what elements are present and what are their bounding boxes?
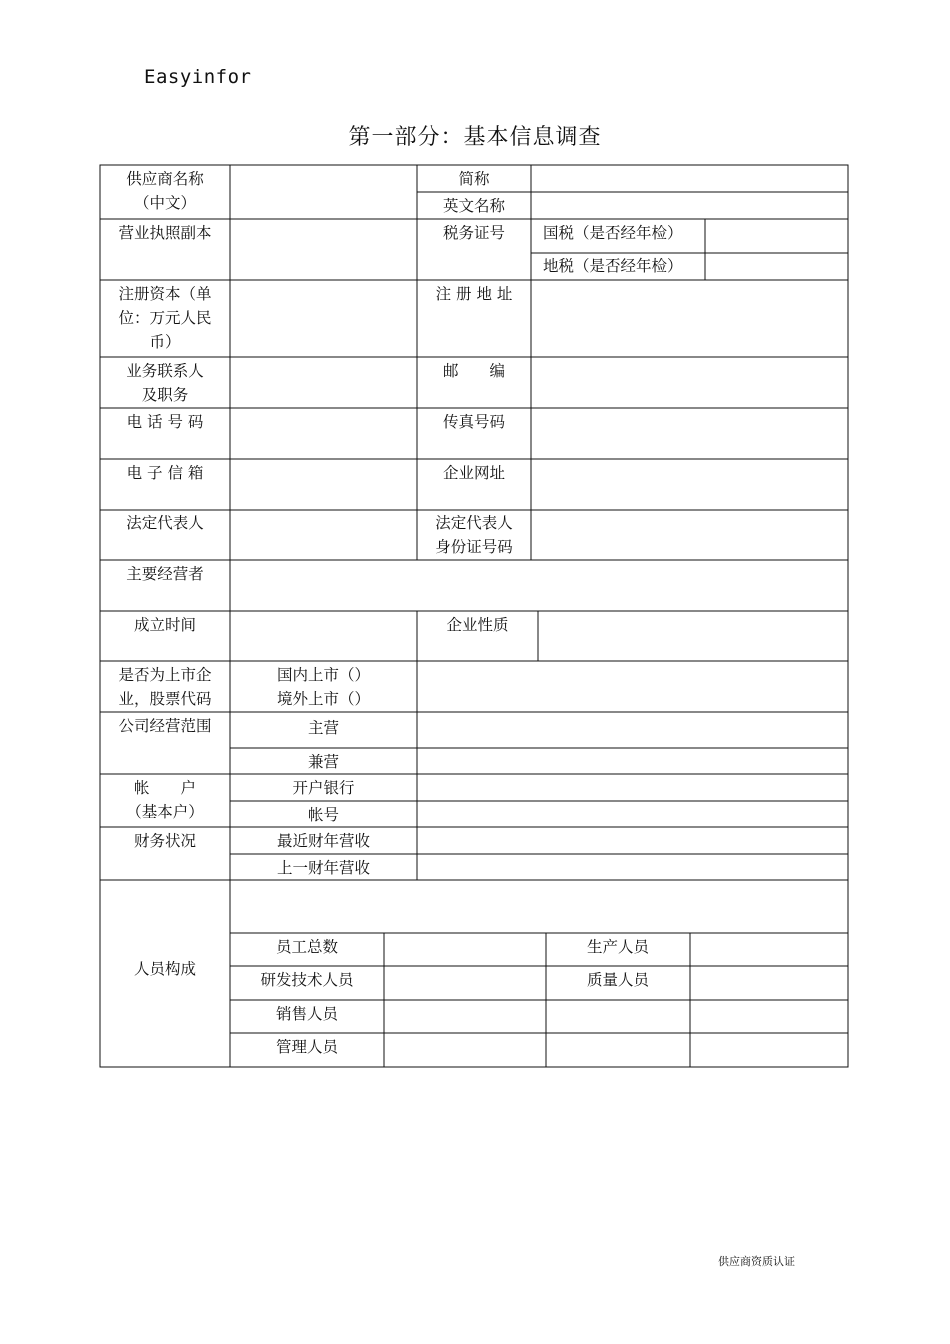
label-account-line1: 帐 户 xyxy=(133,779,196,797)
label-side-business: 兼营 xyxy=(307,753,339,771)
label-website: 企业网址 xyxy=(442,464,505,482)
label-bank: 开户银行 xyxy=(292,779,355,797)
label-postcode: 邮 编 xyxy=(442,362,505,380)
label-overseas-listed: 境外上市（） xyxy=(276,690,370,708)
label-legal-rep-id xyxy=(417,511,531,559)
label-contact-line1: 业务联系人 xyxy=(126,362,204,380)
label-main-business: 主营 xyxy=(307,719,339,737)
label-listed-line1: 是否为上市企 xyxy=(118,666,212,684)
label-account xyxy=(100,776,230,824)
label-total-staff: 员工总数 xyxy=(275,938,338,956)
label-listed xyxy=(100,663,230,711)
label-supplier-name-line2: （中文） xyxy=(133,194,196,212)
listed-options xyxy=(230,663,417,711)
label-listed-line2: 业，股票代码 xyxy=(118,690,212,708)
label-legal-rep-id-line1: 法定代表人 xyxy=(435,514,513,532)
label-national-tax: 国税（是否经年检） xyxy=(543,224,683,242)
label-reg-capital-line2: 位：万元人民 xyxy=(118,309,212,327)
label-supplier-name xyxy=(100,167,230,215)
label-rd-staff: 研发技术人员 xyxy=(260,971,354,989)
label-short-name: 简称 xyxy=(458,170,490,188)
label-account-no: 帐号 xyxy=(307,806,339,824)
label-main-operator: 主要经营者 xyxy=(126,565,204,583)
label-founded: 成立时间 xyxy=(133,616,196,634)
label-tax-cert: 税务证号 xyxy=(442,224,505,242)
page-title: 第一部分：基本信息调查 xyxy=(348,125,602,150)
label-supplier-name-line1: 供应商名称 xyxy=(126,170,204,188)
label-local-tax: 地税（是否经年检） xyxy=(543,257,683,275)
label-english-name: 英文名称 xyxy=(442,197,505,215)
label-reg-capital-line3: 币） xyxy=(149,333,181,351)
label-email: 电 子 信 箱 xyxy=(126,464,204,482)
label-fax: 传真号码 xyxy=(442,413,505,431)
label-reg-capital-line1: 注册资本（单 xyxy=(118,285,212,303)
footer-text: 供应商资质认证 xyxy=(718,1255,795,1268)
label-phone: 电 话 号 码 xyxy=(126,413,204,431)
label-contact-line2: 及职务 xyxy=(141,386,189,404)
label-business-scope: 公司经营范围 xyxy=(118,717,212,735)
label-contact xyxy=(100,359,230,407)
label-finance: 财务状况 xyxy=(133,832,196,850)
label-sales-staff: 销售人员 xyxy=(275,1005,338,1023)
label-company-nature: 企业性质 xyxy=(446,616,509,634)
label-reg-capital xyxy=(100,282,230,354)
label-account-line2: （基本户） xyxy=(126,803,204,821)
label-quality-staff: 质量人员 xyxy=(586,971,649,989)
brand-text: Easyinfor xyxy=(144,66,252,88)
label-legal-rep: 法定代表人 xyxy=(126,514,204,532)
label-production-staff: 生产人员 xyxy=(586,938,649,956)
label-legal-rep-id-line2: 身份证号码 xyxy=(435,538,513,556)
label-management-staff: 管理人员 xyxy=(275,1038,338,1056)
label-reg-address: 注 册 地 址 xyxy=(435,285,513,303)
label-domestic-listed: 国内上市（） xyxy=(276,666,370,684)
label-recent-revenue: 最近财年营收 xyxy=(276,832,370,850)
label-prev-revenue: 上一财年营收 xyxy=(276,859,370,877)
label-business-license: 营业执照副本 xyxy=(118,224,212,242)
label-staff: 人员构成 xyxy=(133,960,196,978)
